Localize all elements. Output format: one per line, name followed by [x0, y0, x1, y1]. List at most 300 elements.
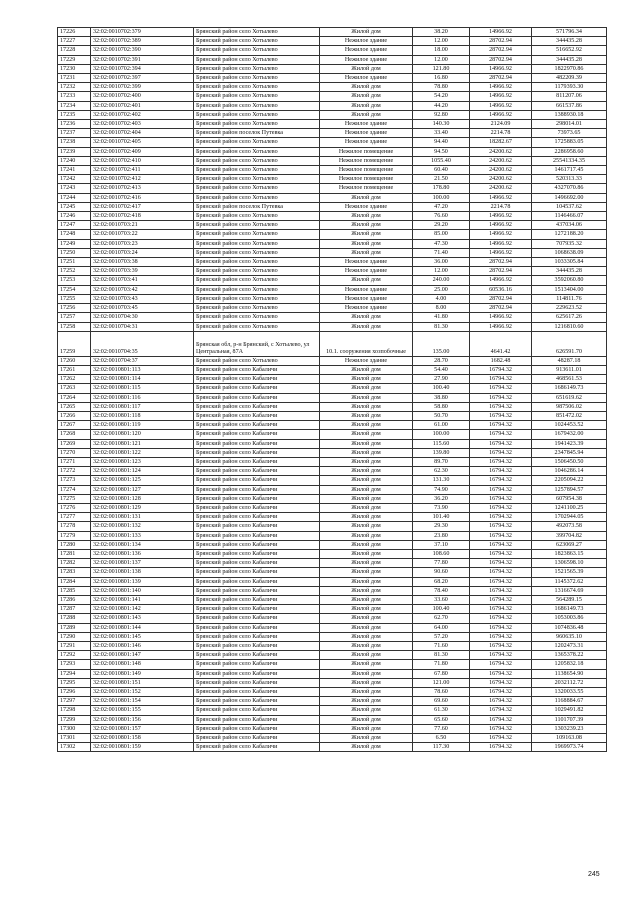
address-cell: Брянский район село Хотылево	[194, 120, 320, 129]
row-number-cell: 17257	[58, 313, 91, 322]
cadastral-value-cell: 1074836.48	[532, 623, 607, 632]
object-type-cell: Нежилое здание	[320, 202, 413, 211]
address-cell: Брянский район село Хотылево	[194, 37, 320, 46]
table-row	[58, 322, 607, 331]
cadastral-number-cell: 32:02:0010801:148	[91, 660, 194, 669]
address-cell: Брянский район село Кабаличи	[194, 688, 320, 697]
address-cell: Брянский район село Кабаличи	[194, 577, 320, 586]
table-row	[58, 678, 607, 687]
row-number-cell: 17278	[58, 522, 91, 531]
table-row	[58, 734, 607, 743]
cadastral-number-cell: 32:02:0010801:113	[91, 365, 194, 374]
cadastral-value-cell: 1506450.50	[532, 457, 607, 466]
unit-value-cell: 14966.92	[470, 92, 532, 101]
object-type-cell: Жилой дом	[320, 421, 413, 430]
object-type-cell: Жилой дом	[320, 743, 413, 752]
address-cell: Брянский район село Хотылево	[194, 166, 320, 175]
object-type-cell: Жилой дом	[320, 678, 413, 687]
table-row	[58, 37, 607, 46]
row-number-cell: 17256	[58, 304, 91, 313]
table-row	[58, 331, 607, 356]
unit-value-cell: 16794.32	[470, 559, 532, 568]
table-row	[58, 577, 607, 586]
row-number-cell: 17253	[58, 276, 91, 285]
unit-value-cell: 16794.32	[470, 503, 532, 512]
address-cell: Брянский район село Кабаличи	[194, 632, 320, 641]
object-type-cell: Жилой дом	[320, 193, 413, 202]
cadastral-value-cell: 607954.38	[532, 494, 607, 503]
cadastral-value-cell: 1053003.86	[532, 614, 607, 623]
table-row	[58, 129, 607, 138]
area-cell: 92.80	[413, 110, 470, 119]
row-number-cell: 17301	[58, 734, 91, 743]
cadastral-value-cell: 492073.58	[532, 522, 607, 531]
cadastral-value-cell: 4327070.86	[532, 184, 607, 193]
area-cell: 33.40	[413, 129, 470, 138]
object-type-cell: Нежилое помещение	[320, 166, 413, 175]
row-number-cell: 17288	[58, 614, 91, 623]
table-row	[58, 202, 607, 211]
address-cell: Брянский район село Хотылево	[194, 230, 320, 239]
object-type-cell: 10.1. сооружения хозпобочные	[320, 331, 413, 356]
area-cell: 38.80	[413, 393, 470, 402]
cadastral-value-cell: 109163.08	[532, 734, 607, 743]
table-row	[58, 230, 607, 239]
area-cell: 117.30	[413, 743, 470, 752]
address-cell: Брянский район село Кабаличи	[194, 724, 320, 733]
area-cell: 131.30	[413, 476, 470, 485]
cadastral-value-cell: 1272188.20	[532, 230, 607, 239]
unit-value-cell: 28702.94	[470, 304, 532, 313]
cadastral-value-cell: 48287.18	[532, 356, 607, 365]
cadastral-value-cell: 1822970.86	[532, 64, 607, 73]
address-cell: Брянский район село Кабаличи	[194, 384, 320, 393]
area-cell: 33.60	[413, 595, 470, 604]
object-type-cell: Нежилое здание	[320, 120, 413, 129]
area-cell: 73.90	[413, 503, 470, 512]
cadastral-value-cell: 104537.62	[532, 202, 607, 211]
row-number-cell: 17291	[58, 642, 91, 651]
cadastral-number-cell: 32:02:0010702:405	[91, 138, 194, 147]
area-cell: 23.80	[413, 531, 470, 540]
address-cell: Брянский район село Кабаличи	[194, 531, 320, 540]
cadastral-number-cell: 32:02:0010703:41	[91, 276, 194, 285]
area-cell: 100.00	[413, 430, 470, 439]
address-cell: Брянский район село Хотылево	[194, 356, 320, 365]
cadastral-value-cell: 851472.02	[532, 411, 607, 420]
cadastral-value-cell: 651619.62	[532, 393, 607, 402]
cadastral-number-cell: 32:02:0010702:413	[91, 184, 194, 193]
unit-value-cell: 16794.32	[470, 715, 532, 724]
cadastral-number-cell: 32:02:0010801:138	[91, 568, 194, 577]
table-row	[58, 147, 607, 156]
object-type-cell: Жилой дом	[320, 276, 413, 285]
object-type-cell: Жилой дом	[320, 384, 413, 393]
cadastral-number-cell: 32:02:0010702:394	[91, 64, 194, 73]
cadastral-number-cell: 32:02:0010801:143	[91, 614, 194, 623]
unit-value-cell: 16794.32	[470, 586, 532, 595]
area-cell: 178.80	[413, 184, 470, 193]
address-cell: Брянский район село Хотылево	[194, 101, 320, 110]
address-cell: Брянский район село Хотылево	[194, 55, 320, 64]
unit-value-cell: 16794.32	[470, 457, 532, 466]
area-cell: 50.70	[413, 411, 470, 420]
row-number-cell: 17235	[58, 110, 91, 119]
unit-value-cell: 16794.32	[470, 549, 532, 558]
object-type-cell: Жилой дом	[320, 221, 413, 230]
address-cell: Брянский район село Кабаличи	[194, 430, 320, 439]
row-number-cell: 17280	[58, 540, 91, 549]
cadastral-number-cell: 32:02:0010702:410	[91, 156, 194, 165]
table-row	[58, 384, 607, 393]
cadastral-number-cell: 32:02:0010704:35	[91, 331, 194, 356]
row-number-cell: 17270	[58, 448, 91, 457]
cadastral-number-cell: 32:02:0010703:39	[91, 267, 194, 276]
cadastral-number-cell: 32:02:0010702:416	[91, 193, 194, 202]
area-cell: 6.50	[413, 734, 470, 743]
address-cell: Брянский район село Кабаличи	[194, 467, 320, 476]
object-type-cell: Жилой дом	[320, 494, 413, 503]
object-type-cell: Жилой дом	[320, 393, 413, 402]
cadastral-value-cell: 468561.53	[532, 375, 607, 384]
area-cell: 69.60	[413, 697, 470, 706]
cadastral-number-cell: 32:02:0010702:379	[91, 28, 194, 37]
object-type-cell: Жилой дом	[320, 28, 413, 37]
area-cell: 47.20	[413, 202, 470, 211]
cadastral-number-cell: 32:02:0010801:151	[91, 678, 194, 687]
table-row	[58, 430, 607, 439]
unit-value-cell: 16794.32	[470, 734, 532, 743]
object-type-cell: Нежилое здание	[320, 37, 413, 46]
object-type-cell: Жилой дом	[320, 614, 413, 623]
address-cell: Брянский район село Кабаличи	[194, 623, 320, 632]
row-number-cell: 17234	[58, 101, 91, 110]
row-number-cell: 17267	[58, 421, 91, 430]
cadastral-number-cell: 32:02:0010801:114	[91, 375, 194, 384]
area-cell: 78.60	[413, 688, 470, 697]
area-cell: 8.00	[413, 304, 470, 313]
unit-value-cell: 14966.92	[470, 212, 532, 221]
area-cell: 60.40	[413, 166, 470, 175]
address-cell: Брянский район село Кабаличи	[194, 421, 320, 430]
table-row	[58, 402, 607, 411]
address-cell: Брянский район село Хотылево	[194, 156, 320, 165]
cadastral-value-cell: 1388930.18	[532, 110, 607, 119]
cadastral-value-cell: 1303239.23	[532, 724, 607, 733]
row-number-cell: 17241	[58, 166, 91, 175]
area-cell: 62.70	[413, 614, 470, 623]
row-number-cell: 17279	[58, 531, 91, 540]
address-cell: Брянский район село Кабаличи	[194, 595, 320, 604]
area-cell: 139.80	[413, 448, 470, 457]
address-cell: Брянский район село Кабаличи	[194, 651, 320, 660]
row-number-cell: 17300	[58, 724, 91, 733]
area-cell: 77.60	[413, 724, 470, 733]
cadastral-value-cell: 114811.76	[532, 294, 607, 303]
unit-value-cell: 16794.32	[470, 595, 532, 604]
cadastral-number-cell: 32:02:0010801:156	[91, 715, 194, 724]
cadastral-value-cell: 2286958.60	[532, 147, 607, 156]
cadastral-number-cell: 32:02:0010801:117	[91, 402, 194, 411]
cadastral-value-cell: 1969973.74	[532, 743, 607, 752]
cadastral-value-cell: 913611.01	[532, 365, 607, 374]
address-cell: Брянский район село Хотылево	[194, 276, 320, 285]
unit-value-cell: 14966.92	[470, 193, 532, 202]
row-number-cell: 17262	[58, 375, 91, 384]
row-number-cell: 17233	[58, 92, 91, 101]
cadastral-value-cell: 661537.86	[532, 101, 607, 110]
table-row	[58, 476, 607, 485]
address-cell: Брянский район село Кабаличи	[194, 678, 320, 687]
object-type-cell: Жилой дом	[320, 660, 413, 669]
area-cell: 12.00	[413, 37, 470, 46]
cadastral-value-cell: 1686149.73	[532, 384, 607, 393]
address-cell: Брянский район село Хотылево	[194, 267, 320, 276]
cadastral-number-cell: 32:02:0010702:418	[91, 212, 194, 221]
cadastral-number-cell: 32:02:0010703:23	[91, 239, 194, 248]
row-number-cell: 17226	[58, 28, 91, 37]
table-row	[58, 294, 607, 303]
object-type-cell: Жилой дом	[320, 586, 413, 595]
row-number-cell: 17251	[58, 258, 91, 267]
row-number-cell: 17261	[58, 365, 91, 374]
object-type-cell: Жилой дом	[320, 313, 413, 322]
row-number-cell: 17240	[58, 156, 91, 165]
cadastral-value-cell: 626591.70	[532, 331, 607, 356]
cadastral-value-cell: 399704.82	[532, 531, 607, 540]
address-cell: Брянский район село Кабаличи	[194, 559, 320, 568]
cadastral-value-cell: 1496692.00	[532, 193, 607, 202]
unit-value-cell: 14966.92	[470, 313, 532, 322]
table-row	[58, 421, 607, 430]
address-cell: Брянский район село Кабаличи	[194, 568, 320, 577]
area-cell: 1055.40	[413, 156, 470, 165]
cadastral-number-cell: 32:02:0010801:120	[91, 430, 194, 439]
table-row	[58, 375, 607, 384]
cadastral-value-cell: 1216810.60	[532, 322, 607, 331]
cadastral-number-cell: 32:02:0010801:144	[91, 623, 194, 632]
object-type-cell: Жилой дом	[320, 531, 413, 540]
row-number-cell: 17243	[58, 184, 91, 193]
cadastral-number-cell: 32:02:0010702:397	[91, 74, 194, 83]
unit-value-cell: 16794.32	[470, 577, 532, 586]
area-cell: 71.60	[413, 642, 470, 651]
address-cell: Брянский район село Кабаличи	[194, 365, 320, 374]
cadastral-number-cell: 32:02:0010801:136	[91, 549, 194, 558]
address-cell: Брянский район село Кабаличи	[194, 642, 320, 651]
table-row	[58, 595, 607, 604]
cadastral-value-cell: 811207.06	[532, 92, 607, 101]
area-cell: 78.40	[413, 586, 470, 595]
address-cell: Брянский район село Хотылево	[194, 64, 320, 73]
cadastral-number-cell: 32:02:0010801:159	[91, 743, 194, 752]
table-row	[58, 276, 607, 285]
area-cell: 58.80	[413, 402, 470, 411]
cadastral-number-cell: 32:02:0010801:142	[91, 605, 194, 614]
object-type-cell: Жилой дом	[320, 623, 413, 632]
table-row	[58, 239, 607, 248]
cadastral-value-cell: 73973.65	[532, 129, 607, 138]
address-cell: Брянский район село Кабаличи	[194, 715, 320, 724]
unit-value-cell: 28702.94	[470, 55, 532, 64]
cadastral-number-cell: 32:02:0010704:31	[91, 322, 194, 331]
cadastral-value-cell: 1316674.69	[532, 586, 607, 595]
cadastral-number-cell: 32:02:0010801:129	[91, 503, 194, 512]
unit-value-cell: 14966.92	[470, 248, 532, 257]
object-type-cell: Жилой дом	[320, 642, 413, 651]
table-row	[58, 549, 607, 558]
cadastral-value-cell: 520313.33	[532, 175, 607, 184]
table-row	[58, 120, 607, 129]
cadastral-value-cell: 1101707.39	[532, 715, 607, 724]
row-number-cell: 17275	[58, 494, 91, 503]
table-row	[58, 485, 607, 494]
table-row	[58, 540, 607, 549]
object-type-cell: Нежилое здание	[320, 304, 413, 313]
area-cell: 78.80	[413, 83, 470, 92]
unit-value-cell: 16794.32	[470, 522, 532, 531]
row-number-cell: 17260	[58, 356, 91, 365]
cadastral-number-cell: 32:02:0010702:390	[91, 46, 194, 55]
row-number-cell: 17298	[58, 706, 91, 715]
address-cell: Брянский район село Кабаличи	[194, 697, 320, 706]
row-number-cell: 17266	[58, 411, 91, 420]
cadastral-number-cell: 32:02:0010801:146	[91, 642, 194, 651]
area-cell: 140.30	[413, 120, 470, 129]
area-cell: 94.40	[413, 138, 470, 147]
unit-value-cell: 16794.32	[470, 393, 532, 402]
object-type-cell: Жилой дом	[320, 734, 413, 743]
row-number-cell: 17259	[58, 331, 91, 356]
object-type-cell: Жилой дом	[320, 549, 413, 558]
cadastral-value-cell: 2205094.22	[532, 476, 607, 485]
object-type-cell: Жилой дом	[320, 110, 413, 119]
table-row	[58, 494, 607, 503]
area-cell: 37.10	[413, 540, 470, 549]
address-cell: Брянский район село Кабаличи	[194, 734, 320, 743]
unit-value-cell: 18282.67	[470, 138, 532, 147]
address-cell: Брянский район село Кабаличи	[194, 706, 320, 715]
cadastral-number-cell: 32:02:0010702:403	[91, 120, 194, 129]
cadastral-number-cell: 32:02:0010703:42	[91, 285, 194, 294]
unit-value-cell: 16794.32	[470, 632, 532, 641]
row-number-cell: 17247	[58, 221, 91, 230]
table-row	[58, 248, 607, 257]
cadastral-value-cell: 1320033.55	[532, 688, 607, 697]
cadastral-number-cell: 32:02:0010801:152	[91, 688, 194, 697]
cadastral-number-cell: 32:02:0010801:149	[91, 669, 194, 678]
address-cell: Брянский район село Кабаличи	[194, 375, 320, 384]
address-cell: Брянский район село Кабаличи	[194, 485, 320, 494]
row-number-cell: 17290	[58, 632, 91, 641]
unit-value-cell: 16794.32	[470, 706, 532, 715]
row-number-cell: 17272	[58, 467, 91, 476]
cadastral-value-cell: 1725883.05	[532, 138, 607, 147]
area-cell: 57.20	[413, 632, 470, 641]
cadastral-number-cell: 32:02:0010801:116	[91, 393, 194, 402]
cadastral-value-cell: 960635.10	[532, 632, 607, 641]
table-row	[58, 365, 607, 374]
cadastral-value-cell: 564289.15	[532, 595, 607, 604]
unit-value-cell: 24200.62	[470, 156, 532, 165]
address-cell: Брянский район село Кабаличи	[194, 522, 320, 531]
area-cell: 108.60	[413, 549, 470, 558]
object-type-cell: Нежилое здание	[320, 129, 413, 138]
cadastral-number-cell: 32:02:0010801:147	[91, 651, 194, 660]
table-row	[58, 411, 607, 420]
address-cell: Брянский район село Хотылево	[194, 212, 320, 221]
cadastral-value-cell: 1461717.45	[532, 166, 607, 175]
cadastral-number-cell: 32:02:0010702:417	[91, 202, 194, 211]
table-row	[58, 101, 607, 110]
table-row	[58, 92, 607, 101]
row-number-cell: 17238	[58, 138, 91, 147]
cadastral-number-cell: 32:02:0010801:139	[91, 577, 194, 586]
unit-value-cell: 24200.62	[470, 175, 532, 184]
row-number-cell: 17258	[58, 322, 91, 331]
cadastral-number-cell: 32:02:0010703:45	[91, 304, 194, 313]
cadastral-number-cell: 32:02:0010801:145	[91, 632, 194, 641]
object-type-cell: Жилой дом	[320, 724, 413, 733]
address-cell: Брянский район село Хотылево	[194, 147, 320, 156]
cadastral-value-cell: 516652.92	[532, 46, 607, 55]
unit-value-cell: 14966.92	[470, 101, 532, 110]
area-cell: 90.60	[413, 568, 470, 577]
unit-value-cell: 16794.32	[470, 724, 532, 733]
cadastral-value-cell: 344435.28	[532, 37, 607, 46]
address-cell: Брянский район село Кабаличи	[194, 660, 320, 669]
unit-value-cell: 16794.32	[470, 540, 532, 549]
cadastral-value-cell: 1168884.67	[532, 697, 607, 706]
unit-value-cell: 16794.32	[470, 697, 532, 706]
area-cell: 41.80	[413, 313, 470, 322]
cadastral-value-cell: 1702944.05	[532, 513, 607, 522]
cadastral-number-cell: 32:02:0010702:412	[91, 175, 194, 184]
object-type-cell: Жилой дом	[320, 448, 413, 457]
cadastral-value-cell: 229623.52	[532, 304, 607, 313]
table-row	[58, 651, 607, 660]
object-type-cell: Жилой дом	[320, 476, 413, 485]
unit-value-cell: 28702.94	[470, 37, 532, 46]
cadastral-value-cell: 1257894.57	[532, 485, 607, 494]
table-row	[58, 313, 607, 322]
table-row	[58, 448, 607, 457]
row-number-cell: 17264	[58, 393, 91, 402]
cadastral-value-cell: 1521565.39	[532, 568, 607, 577]
area-cell: 89.70	[413, 457, 470, 466]
cadastral-value-cell: 707935.32	[532, 239, 607, 248]
object-type-cell: Жилой дом	[320, 430, 413, 439]
unit-value-cell: 16794.32	[470, 430, 532, 439]
object-type-cell: Нежилое помещение	[320, 175, 413, 184]
area-cell: 81.30	[413, 322, 470, 331]
area-cell: 67.80	[413, 669, 470, 678]
cadastral-number-cell: 32:02:0010703:24	[91, 248, 194, 257]
unit-value-cell: 60536.16	[470, 285, 532, 294]
unit-value-cell: 14966.92	[470, 239, 532, 248]
unit-value-cell: 1682.48	[470, 356, 532, 365]
row-number-cell: 17250	[58, 248, 91, 257]
area-cell: 16.80	[413, 74, 470, 83]
cadastral-value-cell: 437034.06	[532, 221, 607, 230]
area-cell: 71.40	[413, 248, 470, 257]
row-number-cell: 17277	[58, 513, 91, 522]
cadastral-value-cell: 1024453.52	[532, 421, 607, 430]
cadastral-value-cell: 1941423.39	[532, 439, 607, 448]
unit-value-cell: 24200.62	[470, 166, 532, 175]
row-number-cell: 17283	[58, 568, 91, 577]
area-cell: 81.30	[413, 651, 470, 660]
